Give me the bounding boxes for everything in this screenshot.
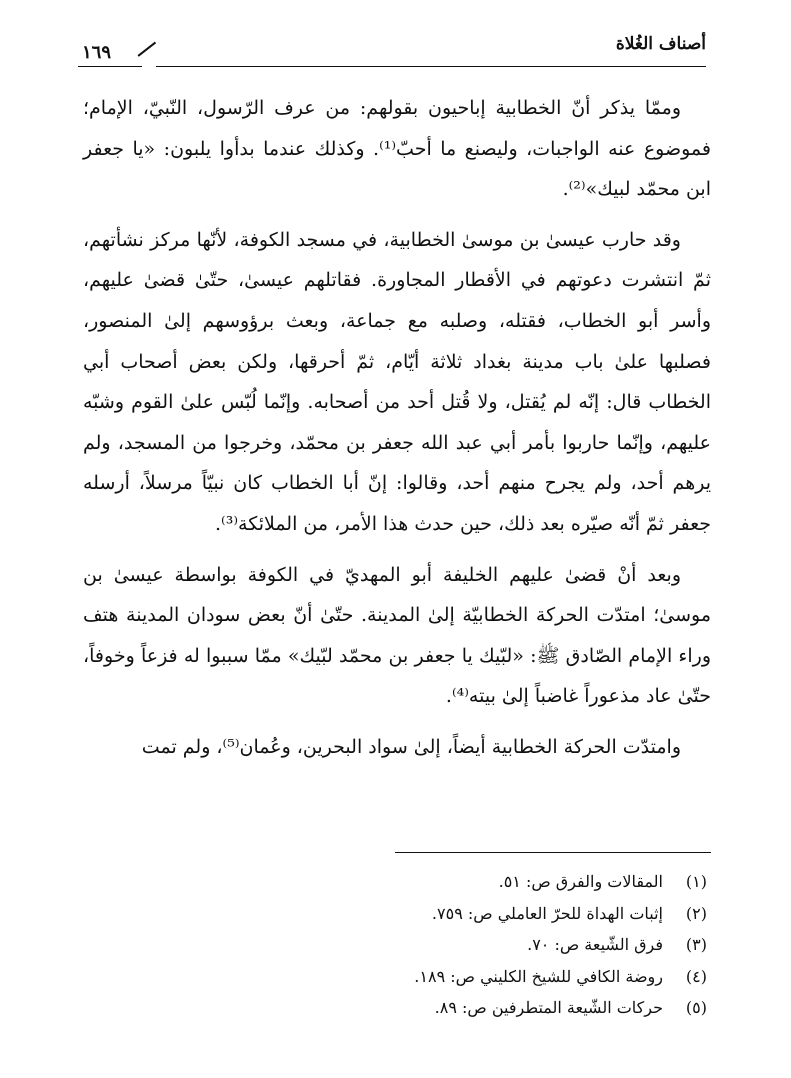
footnote-5 [87, 992, 707, 1024]
chapter-title: أصناف الغُلاة [615, 34, 706, 54]
footnotes [87, 866, 707, 1024]
main-text [83, 88, 711, 778]
paragraph-1: وممّا يذكر أنّ الخطابية إباحيون بقولهم: من عرف الرّسول، النّبيّ، الإمام؛ فموضوع عنه الواجبات، وليصنع ما أحبّ⁽¹⁾. وكذلك عندما بدأوا يلبون: «يا جعفر ابن محمّد لبيك»⁽²⁾. [83, 97, 711, 201]
footnote-4 [87, 961, 707, 993]
paragraph-3: وبعد أنْ قضىٰ عليهم الخليفة أبو المهديّ في الكوفة بواسطة عيسىٰ بن موسىٰ؛ امتدّت الحركة الخطابيّة إلىٰ المدينة. حتّىٰ أنّ بعض سودان المدينة هتف وراء الإمام الصّادق ﷺ: «لبّيك يا جعفر بن محمّد لبّيك» ممّا سببوا له فزعاً وخوفاً، حتّىٰ عاد مذعوراً غاضباً إلىٰ بيته⁽⁴⁾. [83, 563, 711, 708]
footnote-text: فرق الشّيعة ص: ٧٠. [527, 935, 663, 954]
footnote-text: روضة الكافي للشيخ الكليني ص: ١٨٩. [414, 966, 663, 986]
header-rule [156, 66, 706, 67]
footnote-3 [87, 929, 707, 961]
footnote-2 [87, 898, 707, 930]
running-header [78, 30, 706, 68]
footnote-number: (٤) [685, 966, 707, 986]
page-number-rule [78, 66, 142, 67]
footnote-text: إثبات الهداة للحرّ العاملي ص: ٧٥٩. [431, 903, 663, 923]
paragraph-4: وامتدّت الحركة الخطابية أيضاً، إلىٰ سواد البحرين، وعُمان⁽⁵⁾، ولم تمت [141, 735, 681, 758]
paragraph-2: وقد حارب عيسىٰ بن موسىٰ الخطابية، في مسجد الكوفة، لأنّها مركز نشأتهم، ثمّ انتشرت دعوتهم في الأقطار المجاورة. فقاتلهم عيسىٰ، حتّىٰ قضىٰ عليهم، وأسر أبو الخطاب، فقتله، وصلبه مع جماعة، وبعث برؤوسهم إلىٰ المنصور، فصلبها علىٰ باب مدينة بغداد ثلاثة أيّام، ثمّ أحرقها، ولكن بعض أصحاب أبي الخطاب قال: إنّه لم يُقتل، ولا قُتل أحد من أصحابه. وإنّما لُبّس علىٰ القوم وشبّه عليهم، وإنّما حاربوا بأمر أبي عبد الله جعفر بن محمّد، وخرجوا من المسجد، ولم يرهم أحد، ولم يجرح منهم أحد، وقالوا: إنّ أبا الخطاب كان نبيّاً مرسلاً، أرسله جعفر ثمّ أنّه صيّره بعد ذلك، حين حدث هذا الأمر، من الملائكة⁽³⁾. [83, 228, 711, 535]
page-number: ١٦٩ [82, 42, 112, 63]
footnote-number: (٣) [685, 935, 707, 954]
footnote-number: (٥) [685, 998, 707, 1017]
header-rule-slant [138, 42, 156, 57]
footnote-separator [395, 852, 711, 853]
footnote-text: حركات الشّيعة المتطرفين ص: ٨٩. [434, 998, 663, 1017]
footnote-1 [87, 866, 707, 898]
footnote-number: (١) [685, 872, 707, 891]
footnote-text: المقالات والفرق ص: ٥١. [498, 872, 663, 891]
footnote-number: (٢) [685, 903, 707, 923]
